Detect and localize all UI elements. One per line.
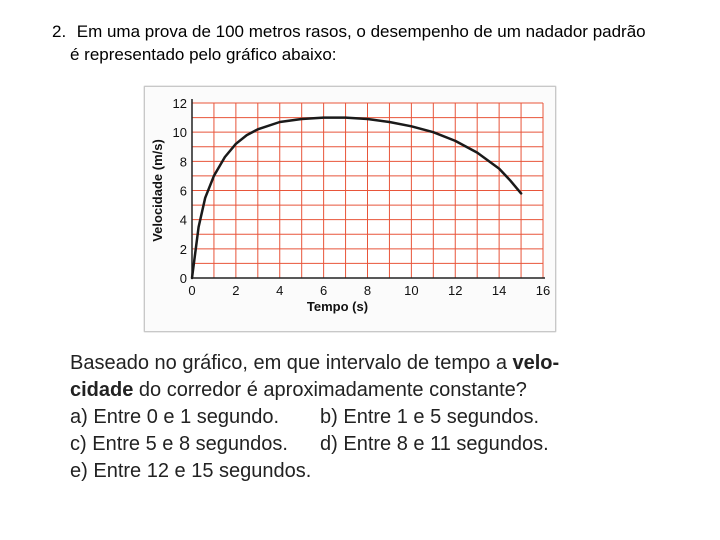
y-axis-label: Velocidade (m/s) xyxy=(150,139,165,242)
x-tick-label: 0 xyxy=(188,283,196,298)
x-tick-label: 4 xyxy=(276,283,284,298)
options-row-2 xyxy=(70,431,590,458)
question-bold-2: cidade xyxy=(70,379,134,401)
option-c[interactable] xyxy=(70,431,320,458)
y-tick-label: 8 xyxy=(179,154,187,170)
option-a[interactable] xyxy=(70,404,320,431)
y-tick-label: 2 xyxy=(179,241,187,257)
option-b[interactable] xyxy=(320,404,539,431)
x-tick-label: 10 xyxy=(404,283,419,298)
option-a-text: Entre 0 e 1 segundo. xyxy=(93,406,280,428)
question-line-2 xyxy=(70,377,590,404)
option-d[interactable] xyxy=(320,431,549,458)
question-body xyxy=(70,350,590,485)
question-intro xyxy=(52,20,702,66)
intro-line-1 xyxy=(52,20,702,43)
velocity-time-chart xyxy=(144,86,556,332)
x-tick-label: 2 xyxy=(232,283,240,298)
x-tick-label: 8 xyxy=(363,283,372,298)
chart-svg xyxy=(145,87,555,331)
option-b-label: b) xyxy=(320,406,338,428)
question-line-1 xyxy=(70,350,590,377)
option-c-text: Entre 5 e 8 segundos. xyxy=(92,433,288,455)
intro-text-1: Em uma prova de 100 metros rasos, o desempenho de um nadador padrão xyxy=(76,22,646,41)
question-text-2: do corredor é aproximadamente constante? xyxy=(133,379,527,401)
x-tick-label: 16 xyxy=(535,283,551,298)
intro-line-2: é representado pelo gráfico abaixo: xyxy=(70,45,337,64)
x-tick-label: 14 xyxy=(491,283,507,298)
y-tick-label: 6 xyxy=(179,183,187,199)
question-number: 2. xyxy=(52,22,67,41)
y-tick-label: 12 xyxy=(172,96,187,111)
option-d-text: Entre 8 e 11 segundos. xyxy=(343,433,549,455)
x-tick-label: 6 xyxy=(320,283,328,298)
y-tick-label: 4 xyxy=(179,212,187,228)
option-e-label: e) xyxy=(70,460,88,482)
option-d-label: d) xyxy=(320,433,338,455)
question-text-1: Baseado no gráfico, em que intervalo de tempo a xyxy=(70,352,513,374)
option-b-text: Entre 1 e 5 segundos. xyxy=(343,406,540,428)
options-row-1 xyxy=(70,404,590,431)
options-row-3 xyxy=(70,458,590,485)
option-c-label: c) xyxy=(70,433,87,455)
question-bold-1: velo- xyxy=(512,352,560,374)
x-axis-label: Tempo (s) xyxy=(306,299,369,314)
x-tick-label: 12 xyxy=(448,283,463,298)
option-e[interactable] xyxy=(70,458,320,485)
option-a-label: a) xyxy=(70,406,88,428)
y-tick-label: 0 xyxy=(179,271,187,286)
option-e-text: Entre 12 e 15 segundos. xyxy=(93,460,312,482)
y-tick-label: 10 xyxy=(172,125,187,141)
